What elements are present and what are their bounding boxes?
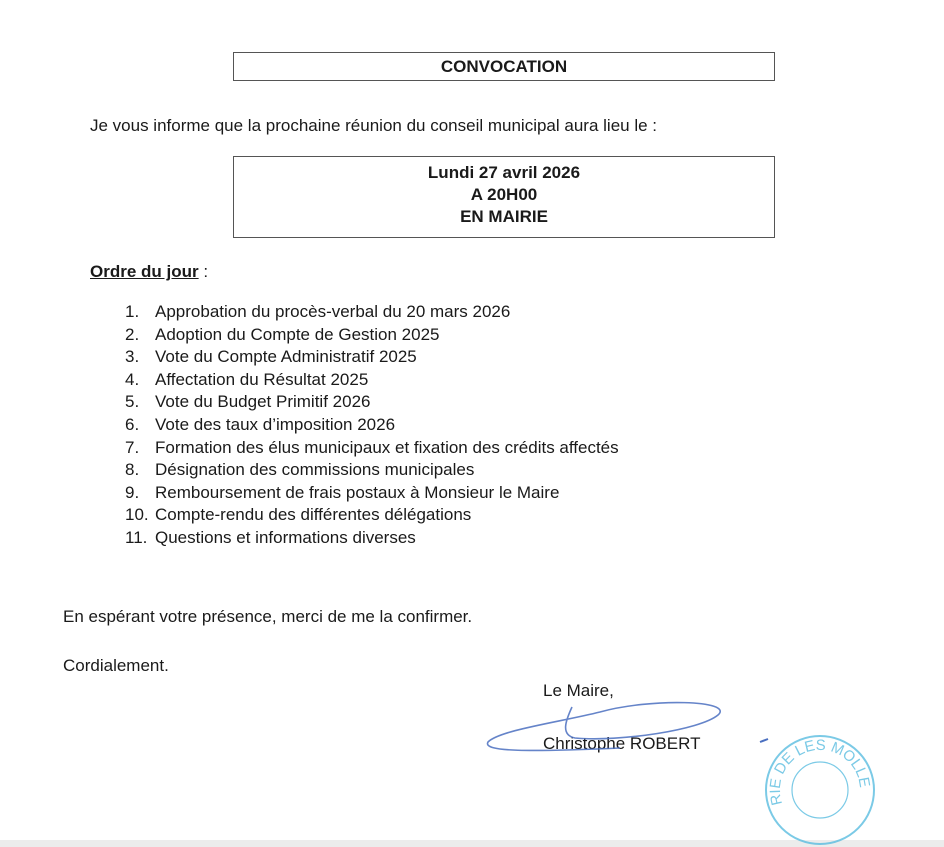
item-number: 10. bbox=[125, 505, 149, 525]
item-text: Vote du Compte Administratif 2025 bbox=[155, 347, 417, 367]
item-text: Désignation des commissions municipales bbox=[155, 460, 475, 480]
meeting-time: A 20H00 bbox=[470, 185, 538, 204]
item-number: 6. bbox=[125, 414, 140, 434]
item-number: 2. bbox=[125, 324, 140, 344]
item-number: 5. bbox=[125, 392, 140, 412]
meeting-place: EN MAIRIE bbox=[460, 207, 548, 226]
signatory-role: Le Maire, bbox=[543, 681, 614, 700]
svg-text:RIE DE LES MOLLE: RIE DE LES MOLLE bbox=[766, 736, 874, 807]
item-number: 7. bbox=[125, 437, 140, 457]
item-text: Vote des taux d’imposition 2026 bbox=[155, 414, 396, 434]
agenda-heading-text: Ordre du jour bbox=[90, 262, 199, 281]
ink-mark bbox=[760, 739, 768, 742]
item-text: Questions et informations diverses bbox=[155, 527, 416, 547]
official-stamp bbox=[766, 736, 874, 844]
item-text: Formation des élus municipaux et fixation des crédits affectés bbox=[155, 437, 619, 457]
item-text: Adoption du Compte de Gestion 2025 bbox=[155, 324, 440, 344]
item-number: 4. bbox=[125, 369, 140, 389]
item-number: 9. bbox=[125, 482, 140, 502]
item-text: Remboursement de frais postaux à Monsieur le Maire bbox=[155, 482, 560, 502]
salutation: Cordialement. bbox=[63, 656, 169, 675]
item-number: 1. bbox=[125, 302, 140, 321]
item-text: Affectation du Résultat 2025 bbox=[155, 369, 369, 389]
item-text: Compte-rendu des différentes délégations bbox=[155, 505, 472, 525]
item-text: Vote du Budget Primitif 2026 bbox=[155, 392, 371, 412]
handwritten-signature bbox=[487, 703, 720, 751]
closing-text: En espérant votre présence, merci de me la confirmer. bbox=[63, 607, 473, 626]
item-number: 11. bbox=[125, 527, 148, 547]
meeting-date: Lundi 27 avril 2026 bbox=[427, 163, 581, 182]
item-text: Approbation du procès-verbal du 20 mars 2026 bbox=[155, 302, 511, 321]
signatory-name: Christophe ROBERT bbox=[543, 734, 701, 753]
intro-text: Je vous informe que la prochaine réunion du conseil municipal aura lieu le : bbox=[90, 116, 658, 135]
item-number: 8. bbox=[125, 460, 140, 480]
item-number: 3. bbox=[125, 347, 140, 367]
agenda-colon: : bbox=[198, 262, 209, 281]
document-title: CONVOCATION bbox=[233, 52, 775, 81]
